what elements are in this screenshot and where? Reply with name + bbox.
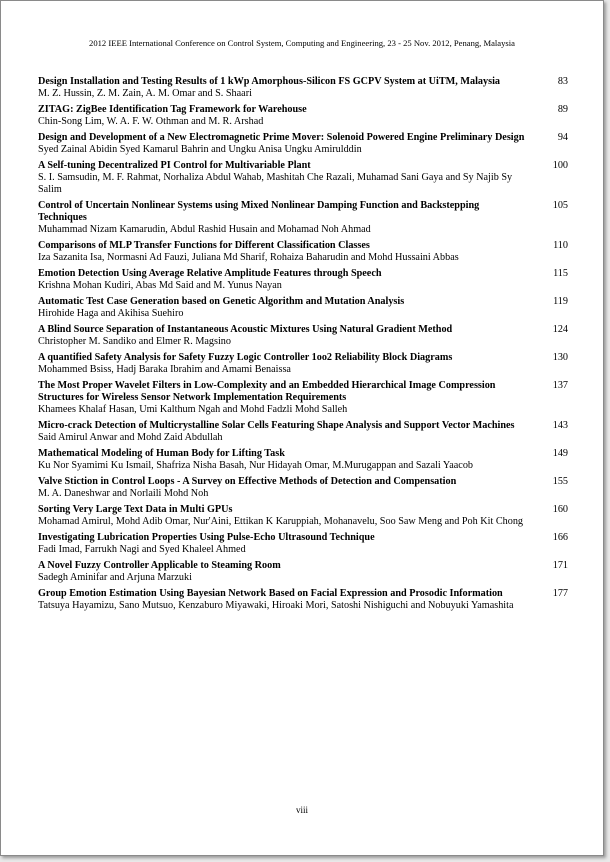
- paper-title: A Novel Fuzzy Controller Applicable to Steaming Room: [38, 560, 281, 571]
- page-number: 100: [552, 160, 568, 171]
- paper-authors: Muhammad Nizam Kamarudin, Abdul Rashid Husain and Mohamad Noh Ahmad: [38, 224, 371, 235]
- page-number: 105: [552, 200, 568, 211]
- page-number: 83: [557, 76, 568, 87]
- paper-authors: Krishna Mohan Kudiri, Abas Md Said and M. Yunus Nayan: [38, 280, 282, 291]
- toc-entry: [38, 420, 574, 444]
- paper-title: A quantified Safety Analysis for Safety Fuzzy Logic Controller 1oo2 Reliability Block Diagrams: [38, 352, 453, 363]
- paper-authors: Iza Sazanita Isa, Normasni Ad Fauzi, Juliana Md Sharif, Rohaiza Baharudin and Mohd Hussaini Abbas: [38, 252, 459, 263]
- paper-title: Comparisons of MLP Transfer Functions for Different Classification Classes: [38, 240, 370, 251]
- page-number: 130: [552, 352, 568, 363]
- toc-entry: [38, 448, 574, 472]
- toc-entry: [38, 560, 574, 584]
- toc-entry: [38, 200, 574, 236]
- paper-title: A Self-tuning Decentralized PI Control for Multivariable Plant: [38, 160, 311, 171]
- paper-authors: Christopher M. Sandiko and Elmer R. Magsino: [38, 336, 231, 347]
- toc-entry: [38, 268, 574, 292]
- paper-title: Emotion Detection Using Average Relative Amplitude Features through Speech: [38, 268, 382, 279]
- paper-authors: Chin-Song Lim, W. A. F. W. Othman and M. R. Arshad: [38, 116, 264, 127]
- page-number: 119: [553, 296, 568, 307]
- page-number: 115: [553, 268, 568, 279]
- toc-entry: [38, 380, 574, 416]
- page-number: 171: [552, 560, 568, 571]
- paper-authors: Tatsuya Hayamizu, Sano Mutsuo, Kenzaburo Miyawaki, Hiroaki Mori, Satoshi Nishiguchi and Nobuyuki Yamashita: [38, 600, 514, 611]
- paper-title: Micro-crack Detection of Multicrystalline Solar Cells Featuring Shape Analysis and Support Vector Machines: [38, 420, 515, 431]
- paper-authors: Ku Nor Syamimi Ku Ismail, Shafriza Nisha Basah, Nur Hidayah Omar, M.Murugappan and Sazali Yaacob: [38, 460, 474, 471]
- running-header: 2012 IEEE International Conference on Control System, Computing and Engineering, 23 - 25 Nov. 2012, Penang, Malaysia: [89, 38, 515, 48]
- page-folio: viii: [295, 805, 308, 815]
- toc-entry: [38, 532, 574, 556]
- paper-title: A Blind Source Separation of Instantaneous Acoustic Mixtures Using Natural Gradient Method: [38, 324, 453, 335]
- toc-entry: [38, 76, 574, 100]
- paper-title: Automatic Test Case Generation based on Genetic Algorithm and Mutation Analysis: [38, 296, 405, 307]
- paper-title: Sorting Very Large Text Data in Multi GPUs: [38, 504, 233, 515]
- toc-entry: [38, 476, 574, 500]
- paper-title: Valve Stiction in Control Loops - A Survey on Effective Methods of Detection and Compensation: [38, 476, 457, 487]
- toc-entry: [38, 588, 574, 612]
- page-number: 166: [552, 532, 568, 543]
- paper-title: Design and Development of a New Electromagnetic Prime Mover: Solenoid Powered Engine Preliminary Design: [38, 132, 525, 143]
- paper-authors: Syed Zainal Abidin Syed Kamarul Bahrin and Ungku Anisa Ungku Amirulddin: [38, 144, 362, 155]
- toc-entry: [38, 296, 574, 320]
- toc-entry: [38, 504, 574, 528]
- toc-entry: [38, 104, 574, 128]
- toc-entry: [38, 132, 574, 156]
- page-number: 124: [552, 324, 568, 335]
- toc-entry: [38, 160, 574, 196]
- paper-title: Mathematical Modeling of Human Body for Lifting Task: [38, 448, 285, 459]
- paper-title: Control of Uncertain Nonlinear Systems using Mixed Nonlinear Damping Function and Backstepping Techniques: [38, 200, 480, 223]
- page-number: 177: [552, 588, 568, 599]
- paper-authors: Mohammed Bsiss, Hadj Baraka Ibrahim and Amami Benaissa: [38, 364, 291, 375]
- paper-title: Group Emotion Estimation Using Bayesian Network Based on Facial Expression and Prosodic Information: [38, 588, 503, 599]
- toc-entry: [38, 240, 574, 264]
- page-number: 137: [552, 380, 568, 391]
- toc-entry: [38, 324, 574, 348]
- paper-authors: S. I. Samsudin, M. F. Rahmat, Norhaliza Abdul Wahab, Mashitah Che Razali, Muhamad Sani Gaya and Sy Najib Sy Salim: [38, 172, 513, 195]
- page-number: 160: [552, 504, 568, 515]
- toc-entry: [38, 352, 574, 376]
- paper-authors: Mohamad Amirul, Mohd Adib Omar, Nur'Aini, Ettikan K Karuppiah, Mohanavelu, Soo Saw Meng and Poh Kit Chong: [38, 516, 524, 527]
- paper-authors: Hirohide Haga and Akihisa Suehiro: [38, 308, 184, 319]
- paper-authors: Khamees Khalaf Hasan, Umi Kalthum Ngah and Mohd Fadzli Mohd Salleh: [38, 404, 348, 415]
- page-number: 155: [552, 476, 568, 487]
- paper-authors: M. A. Daneshwar and Norlaili Mohd Noh: [38, 488, 209, 499]
- page-number: 110: [553, 240, 568, 251]
- paper-title: ZITAG: ZigBee Identification Tag Framework for Warehouse: [38, 104, 307, 115]
- paper-authors: M. Z. Hussin, Z. M. Zain, A. M. Omar and S. Shaari: [38, 88, 252, 99]
- page-number: 94: [557, 132, 568, 143]
- page-number: 143: [552, 420, 568, 431]
- paper-authors: Sadegh Aminifar and Arjuna Marzuki: [38, 572, 192, 583]
- paper-title: Design Installation and Testing Results of 1 kWp Amorphous-Silicon FS GCPV System at UiTM, Malaysia: [38, 76, 500, 87]
- paper-title: The Most Proper Wavelet Filters in Low-Complexity and an Embedded Hierarchical Image Compression Structures for Wireless Sensor Network Implementation Requirements: [38, 380, 496, 403]
- page-number: 149: [552, 448, 568, 459]
- page-number: 89: [557, 104, 568, 115]
- paper-title: Investigating Lubrication Properties Using Pulse-Echo Ultrasound Technique: [38, 532, 375, 543]
- paper-authors: Fadi Imad, Farrukh Nagi and Syed Khaleel Ahmed: [38, 544, 246, 555]
- table-of-contents: [38, 76, 574, 616]
- paper-authors: Said Amirul Anwar and Mohd Zaid Abdullah: [38, 432, 223, 443]
